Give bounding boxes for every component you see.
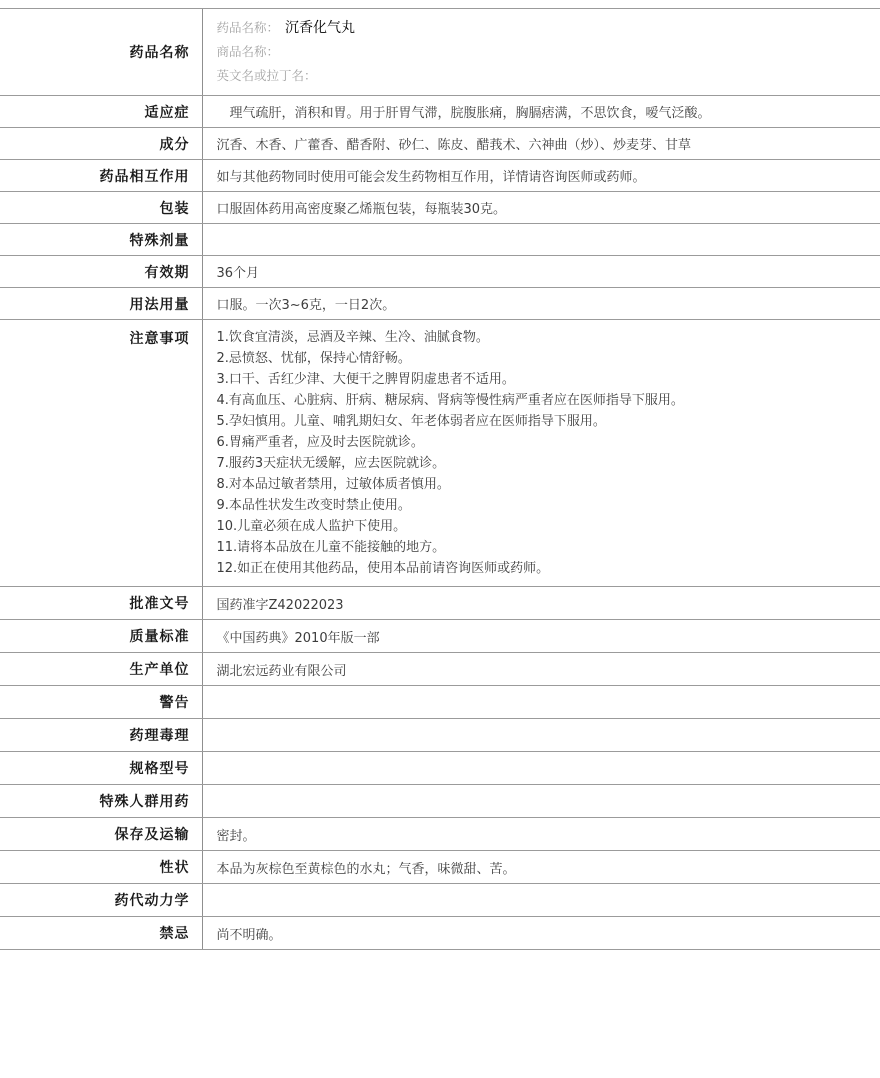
row-value: 湖北宏远药业有限公司 [202,653,880,686]
table-row-packaging [0,192,880,224]
row-label: 性状 [0,851,202,884]
row-value: 沉香、木香、广藿香、醋香附、砂仁、陈皮、醋莪术、六神曲（炒）、炒麦芽、甘草 [202,128,880,160]
row-label: 保存及运输 [0,818,202,851]
table-row-dosage [0,288,880,320]
row-value [202,719,880,752]
row-value: 本品为灰棕色至黄棕色的水丸；气香，味微甜、苦。 [202,851,880,884]
row-value [202,752,880,785]
row-label: 包装 [0,192,202,224]
table-row-ingredients [0,128,880,160]
precaution-item: 6.胃痛严重者，应及时去医院就诊。 [216,435,424,450]
latin-name-field [217,64,871,88]
trade-name-key: 商品名称： [216,44,280,59]
table-row-manufacturer [0,653,880,686]
table-row-properties [0,851,880,884]
row-value-drug-name [202,9,880,96]
precaution-item: 10.儿童必须在成人监护下使用。 [216,519,407,534]
row-value: 密封。 [202,818,880,851]
table-row-interactions [0,160,880,192]
table-row-contraindications [0,917,880,950]
row-value-precautions [202,320,880,587]
table-row-special-populations [0,785,880,818]
precaution-item: 5.孕妇慎用。儿童、哺乳期妇女、年老体弱者应在医师指导下服用。 [216,414,606,429]
row-value: 理气疏肝，消积和胃。用于肝胃气滞，脘腹胀痛，胸膈痞满，不思饮食，嗳气泛酸。 [202,96,880,128]
precaution-item: 2.忌愤怒、忧郁，保持心情舒畅。 [216,351,411,366]
row-value: 《中国药典》2010年版一部 [202,620,880,653]
table-row-precautions [0,320,880,587]
row-label: 药代动力学 [0,884,202,917]
row-value [202,686,880,719]
row-label: 质量标准 [0,620,202,653]
table-row-approval-number [0,587,880,620]
row-label: 警告 [0,686,202,719]
row-label: 注意事项 [0,320,202,587]
row-value [202,884,880,917]
row-label: 用法用量 [0,288,202,320]
row-value: 口服固体药用高密度聚乙烯瓶包装，每瓶装30克。 [202,192,880,224]
table-row-specification [0,752,880,785]
row-label: 批准文号 [0,587,202,620]
row-label: 适应症 [0,96,202,128]
precaution-item: 9.本品性状发生改变时禁止使用。 [216,498,411,513]
precaution-item: 3.口干、舌红少津、大便干之脾胃阴虚患者不适用。 [216,372,515,387]
drug-name-field [217,16,871,40]
precaution-item: 8.对本品过敏者禁用，过敏体质者慎用。 [216,477,450,492]
latin-name-key: 英文名或拉丁名： [216,68,317,83]
table-row-quality-standard [0,620,880,653]
table-row-pharmacokinetics [0,884,880,917]
table-row-storage-transport [0,818,880,851]
table-row-special-dosage [0,224,880,256]
drug-info-table [0,8,880,950]
drug-name-key: 药品名称： [216,20,280,35]
table-row-warning [0,686,880,719]
table-row-drug-name [0,9,880,96]
row-label: 成分 [0,128,202,160]
row-label: 禁忌 [0,917,202,950]
row-value: 国药准字Z42022023 [202,587,880,620]
precaution-item: 1.饮食宜清淡，忌酒及辛辣、生冷、油腻食物。 [216,330,489,345]
table-row-indications [0,96,880,128]
trade-name-field [217,40,871,64]
row-value: 如与其他药物同时使用可能会发生药物相互作用，详情请咨询医师或药师。 [202,160,880,192]
row-label: 药品相互作用 [0,160,202,192]
row-label: 规格型号 [0,752,202,785]
precaution-item: 11.请将本品放在儿童不能接触的地方。 [216,540,446,555]
row-value [202,224,880,256]
row-label: 特殊剂量 [0,224,202,256]
row-value: 尚不明确。 [202,917,880,950]
precaution-item: 12.如正在使用其他药品，使用本品前请咨询医师或药师。 [216,561,550,576]
precaution-item: 7.服药3天症状无缓解，应去医院就诊。 [216,456,446,471]
precaution-item: 4.有高血压、心脏病、肝病、糖尿病、肾病等慢性病严重者应在医师指导下服用。 [216,393,684,408]
row-label: 有效期 [0,256,202,288]
row-label: 药理毒理 [0,719,202,752]
row-value [202,785,880,818]
table-row-shelf-life [0,256,880,288]
drug-name-value: 沉香化气丸 [285,20,356,36]
row-value: 口服。一次3~6克，一日2次。 [202,288,880,320]
row-value: 36个月 [202,256,880,288]
row-label: 特殊人群用药 [0,785,202,818]
table-row-pharmacology-toxicology [0,719,880,752]
row-label: 药品名称 [0,9,202,96]
row-label: 生产单位 [0,653,202,686]
